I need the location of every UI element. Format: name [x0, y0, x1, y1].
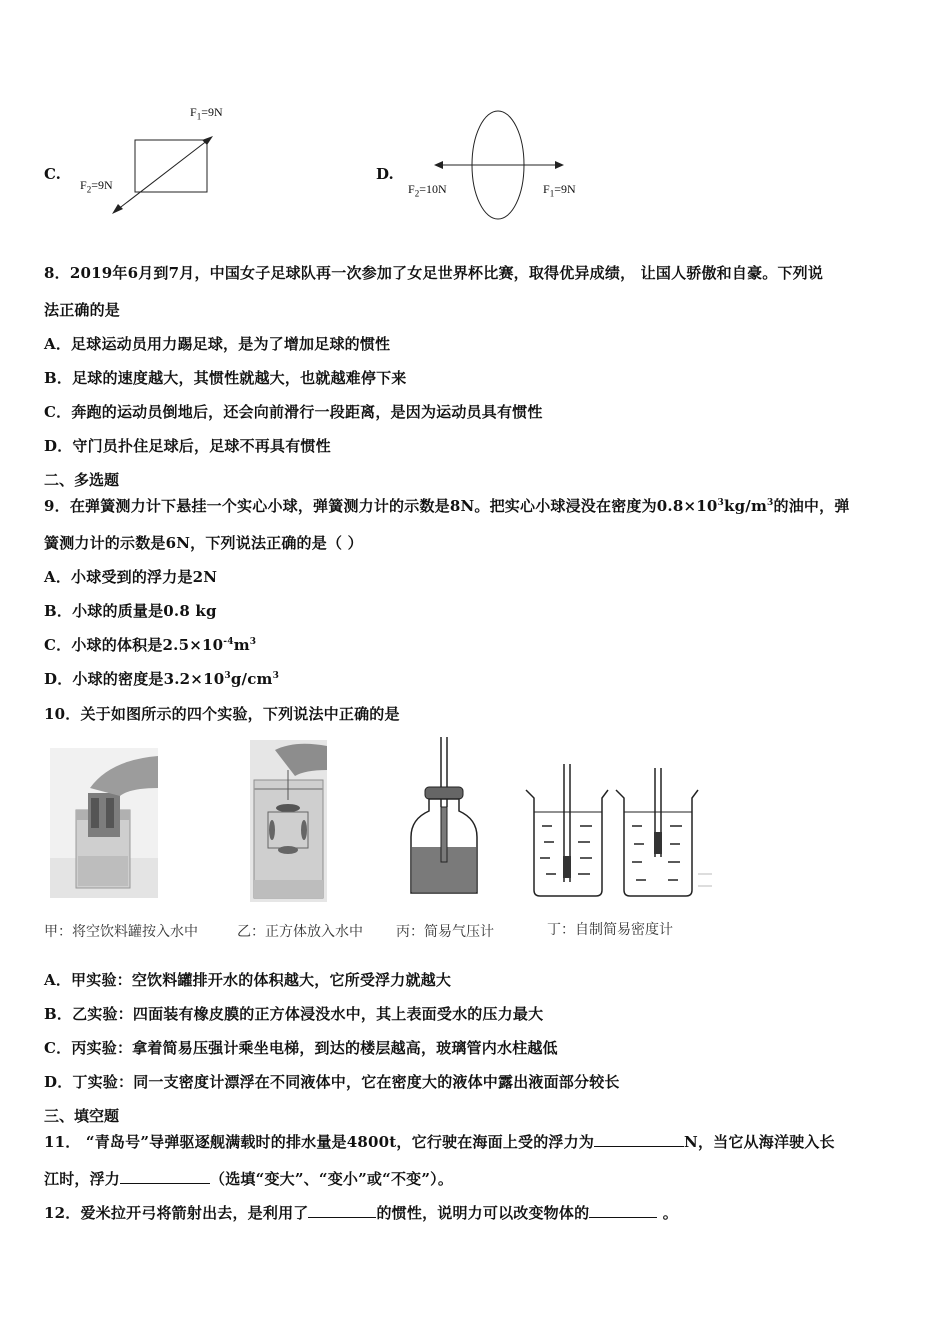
- q10-stem: 10．关于如图所示的四个实验，下列说法中正确的是: [44, 705, 400, 723]
- q11-line1: 11． “青岛号”导弹驱逐舰满载时的排水量是4800t，它行驶在海面上受的浮力为 N，当它从海洋驶入长: [44, 1133, 835, 1151]
- q9-option-b: B．小球的质量是0.8 kg: [44, 602, 217, 620]
- photo-yi-drawing: [250, 740, 327, 902]
- q9-stem-line1: 9．在弹簧测力计下悬挂一个实心小球，弹簧测力计的示数是8N。把实心小球浸没在密度为$0.8\times 10^3kg/m^3$的油中，弹: [44, 497, 850, 515]
- diagram-option-c: [70, 100, 250, 220]
- q8-option-c: C．奔跑的运动员倒地后，还会向前滑行一段距离，是因为运动员具有惯性: [44, 403, 543, 421]
- section-multiple-choice: 二、多选题: [44, 471, 120, 489]
- caption-ding: 丁：自制简易密度计: [547, 922, 673, 938]
- label-c-f2: $F_2=9N$: [80, 178, 113, 195]
- q10-option-b: B．乙实验：四面装有橡皮膜的正方体浸没水中，其上表面受水的压力最大: [44, 1005, 544, 1023]
- q10-option-d: D．丁实验：同一支密度计漂浮在不同液体中，它在密度大的液体中露出液面部分较长: [44, 1073, 620, 1091]
- diagram-ding-densimeter: [520, 762, 720, 902]
- label-d-f2: $F_2=10N$: [408, 182, 447, 199]
- q9-stem-line2: 簧测力计的示数是6N，下列说法正确的是（ ）: [44, 534, 363, 552]
- photo-jia-can-in-water: [50, 748, 158, 898]
- q9-option-d: D．小球的密度是$3.2\times 10^3g/cm^3$: [44, 670, 280, 688]
- q12-line: 12．爱米拉开弓将箭射出去，是利用了 的惯性，说明力可以改变物体的 。: [44, 1204, 678, 1222]
- q9-option-a: A．小球受到的浮力是2N: [44, 568, 218, 586]
- diagram-option-d: [430, 105, 580, 225]
- q12-blank-property[interactable]: [589, 1203, 657, 1218]
- q8-option-d: D．守门员扑住足球后，足球不再具有惯性: [44, 437, 331, 455]
- q8-option-a: A．足球运动员用力踢足球，是为了增加足球的惯性: [44, 335, 391, 353]
- q10-option-c: C．丙实验：拿着简易压强计乘坐电梯，到达的楼层越高，玻璃管内水柱越低: [44, 1039, 558, 1057]
- label-c-f1: $F_1=9N$: [190, 105, 223, 122]
- photo-yi-cube-in-water: [250, 740, 327, 902]
- q12-blank-object[interactable]: [308, 1203, 376, 1218]
- caption-yi: 乙：正方体放入水中: [237, 924, 363, 940]
- q9-option-c: C．小球的体积是$2.5\times 10^{-4}m^3$: [44, 636, 257, 654]
- q8-option-b: B．足球的速度越大，其惯性就越大，也就越难停下来: [44, 369, 407, 387]
- q8-stem-line1: 8．2019年6月到7月，中国女子足球队再一次参加了女足世界杯比赛，取得优异成绩， 让国人骄傲和自豪。下列说: [44, 264, 824, 282]
- q10-option-a: A．甲实验：空饮料罐排开水的体积越大，它所受浮力就越大: [44, 971, 452, 989]
- photo-jia-drawing: [50, 748, 158, 898]
- section-fill-in-blank: 三、填空题: [44, 1107, 120, 1125]
- option-d-label: D.: [376, 165, 394, 183]
- rectangle-body: [135, 140, 207, 192]
- q11-line2: 江时，浮力 （选填“变大”、“变小”或“不变”）。: [44, 1170, 454, 1188]
- resultant-line: [117, 140, 208, 210]
- q11-blank-buoyancy[interactable]: [594, 1132, 684, 1147]
- arrow-head-f1: [555, 161, 564, 169]
- caption-jia: 甲：将空饮料罐按入水中: [44, 924, 198, 940]
- option-c-label: C.: [44, 165, 61, 183]
- label-d-f1: $F_1=9N$: [543, 182, 576, 199]
- arrow-head-f2: [112, 204, 123, 214]
- diagram-bing-barometer: [405, 735, 485, 900]
- caption-bing: 丙：简易气压计: [396, 924, 494, 940]
- q8-stem-line2: 法正确的是: [44, 301, 121, 319]
- arrow-head-f2: [434, 161, 443, 169]
- q11-blank-change[interactable]: [120, 1169, 210, 1184]
